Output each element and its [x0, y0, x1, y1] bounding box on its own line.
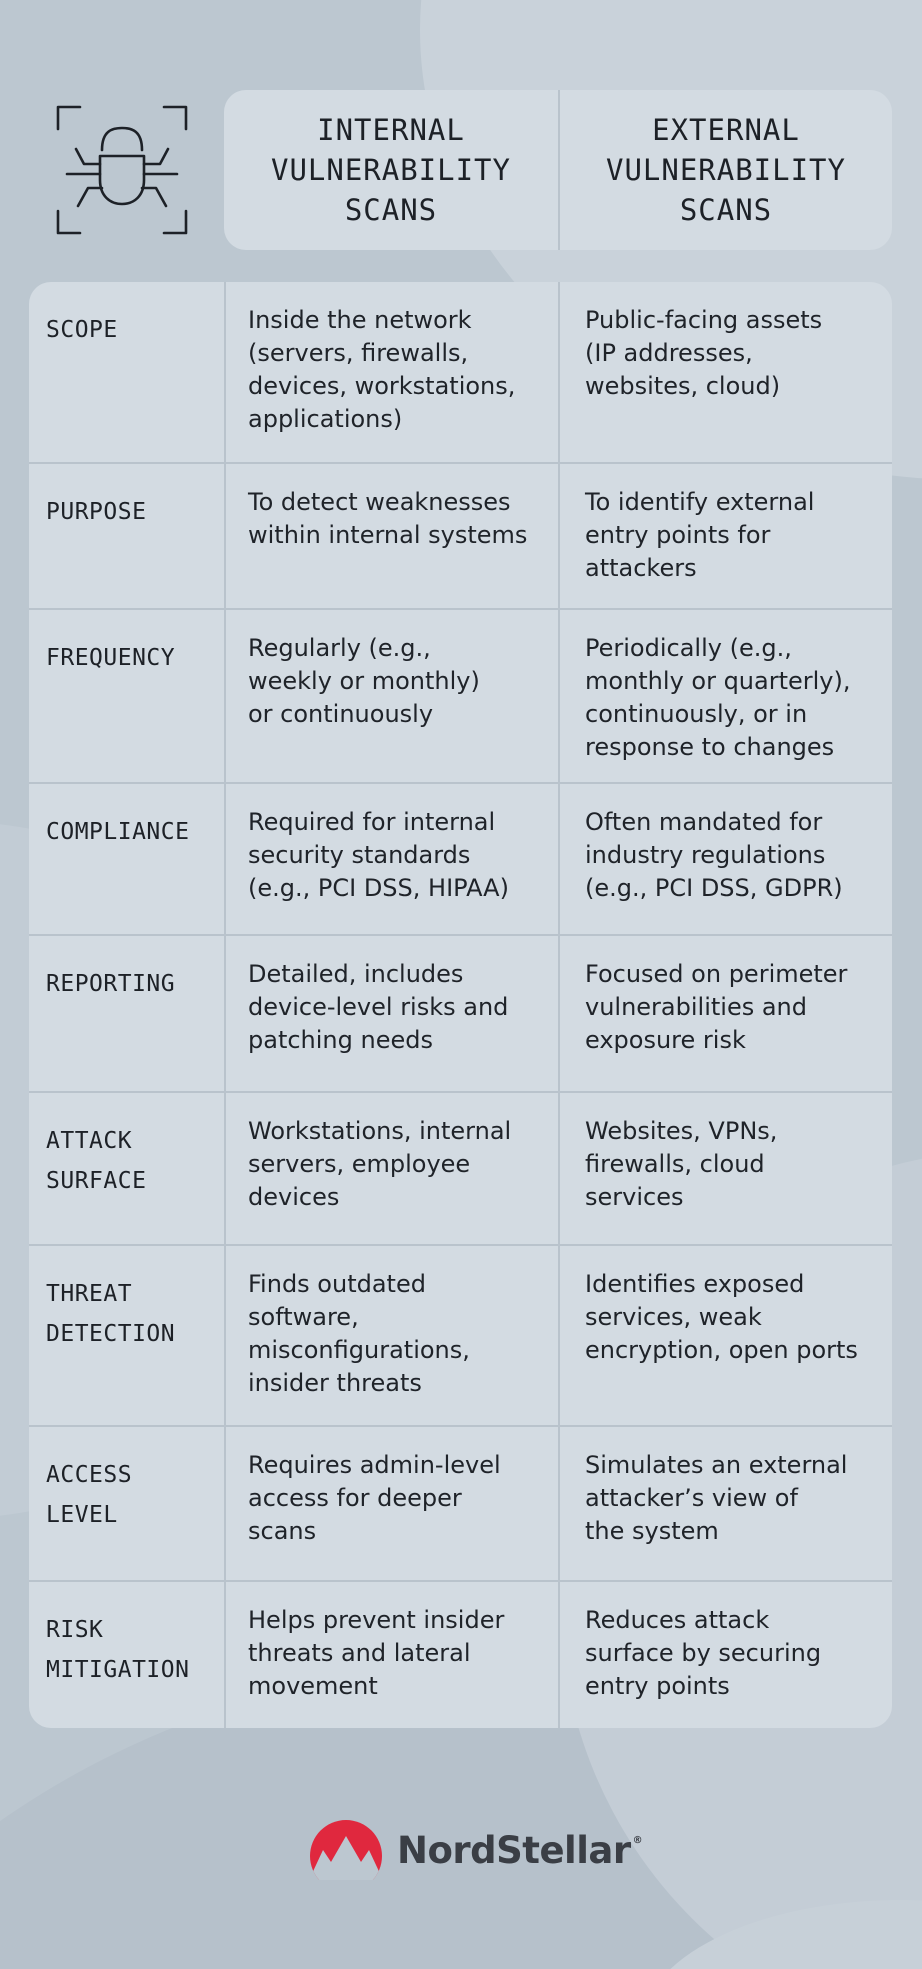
comparison-header [224, 90, 892, 250]
row-label: ATTACK SURFACE [46, 1128, 147, 1194]
internal-cell: Regularly (e.g., weekly or monthly) or continuously [224, 610, 558, 782]
table-row [29, 782, 892, 934]
external-scans-heading: EXTERNAL VULNERABILITY SCANS [558, 90, 892, 250]
row-label: REPORTING [46, 971, 176, 997]
nordstellar-logo [309, 1820, 383, 1880]
external-cell: Often mandated for industry regulations (e.g., PCI DSS, GDPR) [558, 784, 892, 934]
internal-cell: Finds outdated software, misconfigurations, insider threats [224, 1246, 558, 1425]
table-row [29, 462, 892, 608]
internal-cell: Helps prevent insider threats and lateral movement [224, 1582, 558, 1728]
external-cell: Websites, VPNs, firewalls, cloud services [558, 1093, 892, 1244]
external-cell: Simulates an external attacker’s view of the system [558, 1427, 892, 1580]
row-label: PURPOSE [46, 499, 147, 525]
table-row [29, 282, 892, 462]
external-cell: Reduces attack surface by securing entry points [558, 1582, 892, 1728]
internal-scans-heading: INTERNAL VULNERABILITY SCANS [271, 113, 511, 227]
row-label: THREAT DETECTION [46, 1281, 176, 1347]
internal-cell: Requires admin-level access for deeper scans [224, 1427, 558, 1580]
row-label: SCOPE [46, 317, 118, 343]
external-cell: Identifies exposed services, weak encryption, open ports [558, 1246, 892, 1425]
table-row [29, 1244, 892, 1425]
external-cell: Focused on perimeter vulnerabilities and exposure risk [558, 936, 892, 1091]
comparison-table [29, 282, 892, 1728]
external-cell: Public-facing assets (IP addresses, websites, cloud) [558, 282, 892, 462]
table-row [29, 1425, 892, 1580]
table-row [29, 934, 892, 1091]
brand-name: NordStellar ® [397, 1828, 643, 1872]
row-label: RISK MITIGATION [46, 1617, 190, 1683]
table-row [29, 1580, 892, 1728]
row-label: COMPLIANCE [46, 819, 190, 845]
internal-cell: Workstations, internal servers, employee devices [224, 1093, 558, 1244]
external-cell: Periodically (e.g., monthly or quarterly), continuously, or in response to changes [558, 610, 892, 782]
internal-cell: Inside the network (servers, firewalls, devices, workstations, applications) [224, 282, 558, 462]
bug-scan-icon [55, 104, 189, 236]
brand-footer [309, 1820, 642, 1880]
table-row [29, 608, 892, 782]
internal-cell: Required for internal security standards (e.g., PCI DSS, HIPAA) [224, 784, 558, 934]
internal-cell: Detailed, includes device-level risks and patching needs [224, 936, 558, 1091]
row-label: ACCESS LEVEL [46, 1462, 133, 1528]
table-row [29, 1091, 892, 1244]
internal-cell: To detect weaknesses within internal systems [224, 464, 558, 608]
row-label: FREQUENCY [46, 645, 176, 671]
external-cell: To identify external entry points for attackers [558, 464, 892, 608]
